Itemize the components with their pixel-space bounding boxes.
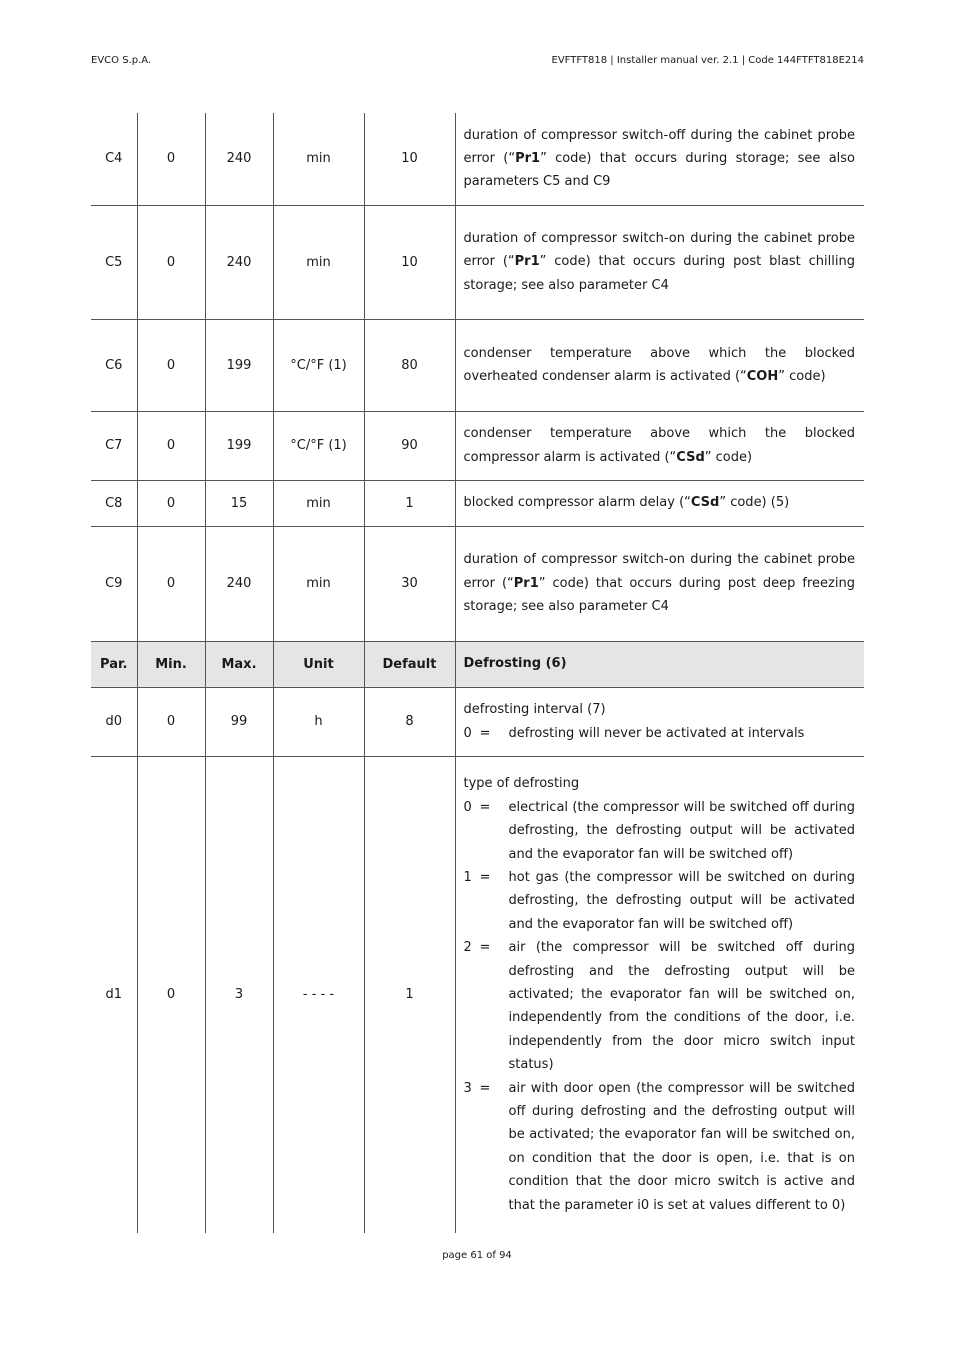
- par-cell: C7: [91, 411, 137, 480]
- table-row: [91, 526, 864, 641]
- parameters-table: [91, 113, 864, 1233]
- min-cell: 0: [137, 526, 205, 641]
- default-cell: 1: [364, 756, 455, 1233]
- max-cell: 99: [205, 687, 273, 756]
- max-cell: 3: [205, 756, 273, 1233]
- col-header-par: Par.: [91, 641, 137, 687]
- default-cell: 30: [364, 526, 455, 641]
- description-title: type of defrosting: [463, 776, 580, 792]
- min-cell: 0: [137, 756, 205, 1233]
- par-cell: C4: [91, 113, 137, 205]
- header-document-info: EVFTFT818 | Installer manual ver. 2.1 | Code 144FTFT818E214: [551, 55, 864, 66]
- table-row: [91, 319, 864, 411]
- max-cell: 240: [205, 205, 273, 319]
- unit-cell: min: [273, 205, 364, 319]
- par-cell: C8: [91, 480, 137, 526]
- table-row: [91, 687, 864, 756]
- par-cell: C9: [91, 526, 137, 641]
- col-header-max: Max.: [205, 641, 273, 687]
- unit-cell: °C/°F (1): [273, 411, 364, 480]
- description-cell: blocked compressor alarm delay (“CSd” code) (5): [455, 480, 864, 526]
- description-cell: [455, 756, 864, 1233]
- col-header-min: Min.: [137, 641, 205, 687]
- option-item: 1 = hot gas (the compressor will be switched on during defrosting, the defrosting output will be activated and the evaporator fan will be switched off): [463, 870, 855, 932]
- option-item: 3 = air with door open (the compressor will be switched off during defrosting and the defrosting output will be activated; the evaporator fan will be switched on, on condition that the door is open, i.e. that is on condition that the door micro switch is active and that the parameter i0 is set at values different to 0): [463, 1080, 855, 1213]
- unit-cell: min: [273, 526, 364, 641]
- max-cell: 240: [205, 526, 273, 641]
- min-cell: 0: [137, 319, 205, 411]
- table-row: [91, 411, 864, 480]
- unit-cell: min: [273, 113, 364, 205]
- max-cell: 199: [205, 411, 273, 480]
- description-cell: duration of compressor switch-on during the cabinet probe error (“Pr1” code) that occurs during post deep freezing storage; see also parameter C4: [455, 526, 864, 641]
- section-header-row: [91, 641, 864, 687]
- table-row: [91, 480, 864, 526]
- unit-cell: min: [273, 480, 364, 526]
- min-cell: 0: [137, 687, 205, 756]
- option-item: 0 = defrosting will never be activated at intervals: [463, 725, 805, 741]
- description-cell: duration of compressor switch-off during the cabinet probe error (“Pr1” code) that occurs during storage; see also parameters C5 and C9: [455, 113, 864, 205]
- table-row: [91, 113, 864, 205]
- unit-cell: °C/°F (1): [273, 319, 364, 411]
- par-cell: d0: [91, 687, 137, 756]
- par-cell: d1: [91, 756, 137, 1233]
- description-cell: condenser temperature above which the blocked compressor alarm is activated (“CSd” code): [455, 411, 864, 480]
- description-cell: [455, 687, 864, 756]
- header-company: EVCO S.p.A.: [91, 55, 152, 66]
- default-cell: 90: [364, 411, 455, 480]
- page-number: page 61 of 94: [442, 1250, 512, 1261]
- min-cell: 0: [137, 113, 205, 205]
- par-cell: C5: [91, 205, 137, 319]
- max-cell: 15: [205, 480, 273, 526]
- default-cell: 10: [364, 113, 455, 205]
- max-cell: 199: [205, 319, 273, 411]
- min-cell: 0: [137, 205, 205, 319]
- description-cell: duration of compressor switch-on during the cabinet probe error (“Pr1” code) that occurs during post blast chilling storage; see also parameter C4: [455, 205, 864, 319]
- default-cell: 1: [364, 480, 455, 526]
- min-cell: 0: [137, 480, 205, 526]
- default-cell: 80: [364, 319, 455, 411]
- description-title: defrosting interval (7): [463, 702, 606, 718]
- description-cell: condenser temperature above which the blocked overheated condenser alarm is activated (“COH” code): [455, 319, 864, 411]
- table-row: [91, 756, 864, 1233]
- par-cell: C6: [91, 319, 137, 411]
- unit-cell: h: [273, 687, 364, 756]
- table-row: [91, 205, 864, 319]
- unit-cell: - - - -: [273, 756, 364, 1233]
- option-item: 0 = electrical (the compressor will be switched off during defrosting, the defrosting output will be activated and the evaporator fan will be switched off): [463, 799, 855, 862]
- max-cell: 240: [205, 113, 273, 205]
- col-header-unit: Unit: [273, 641, 364, 687]
- default-cell: 8: [364, 687, 455, 756]
- min-cell: 0: [137, 411, 205, 480]
- col-header-default: Default: [364, 641, 455, 687]
- default-cell: 10: [364, 205, 455, 319]
- option-item: 2 = air (the compressor will be switched off during defrosting and the defrosting output will be activated; the evaporator fan will be switched on, independently from the conditions of the door, i.e. independently from the door micro switch input status): [463, 940, 855, 1073]
- section-title: Defrosting (6): [455, 641, 864, 687]
